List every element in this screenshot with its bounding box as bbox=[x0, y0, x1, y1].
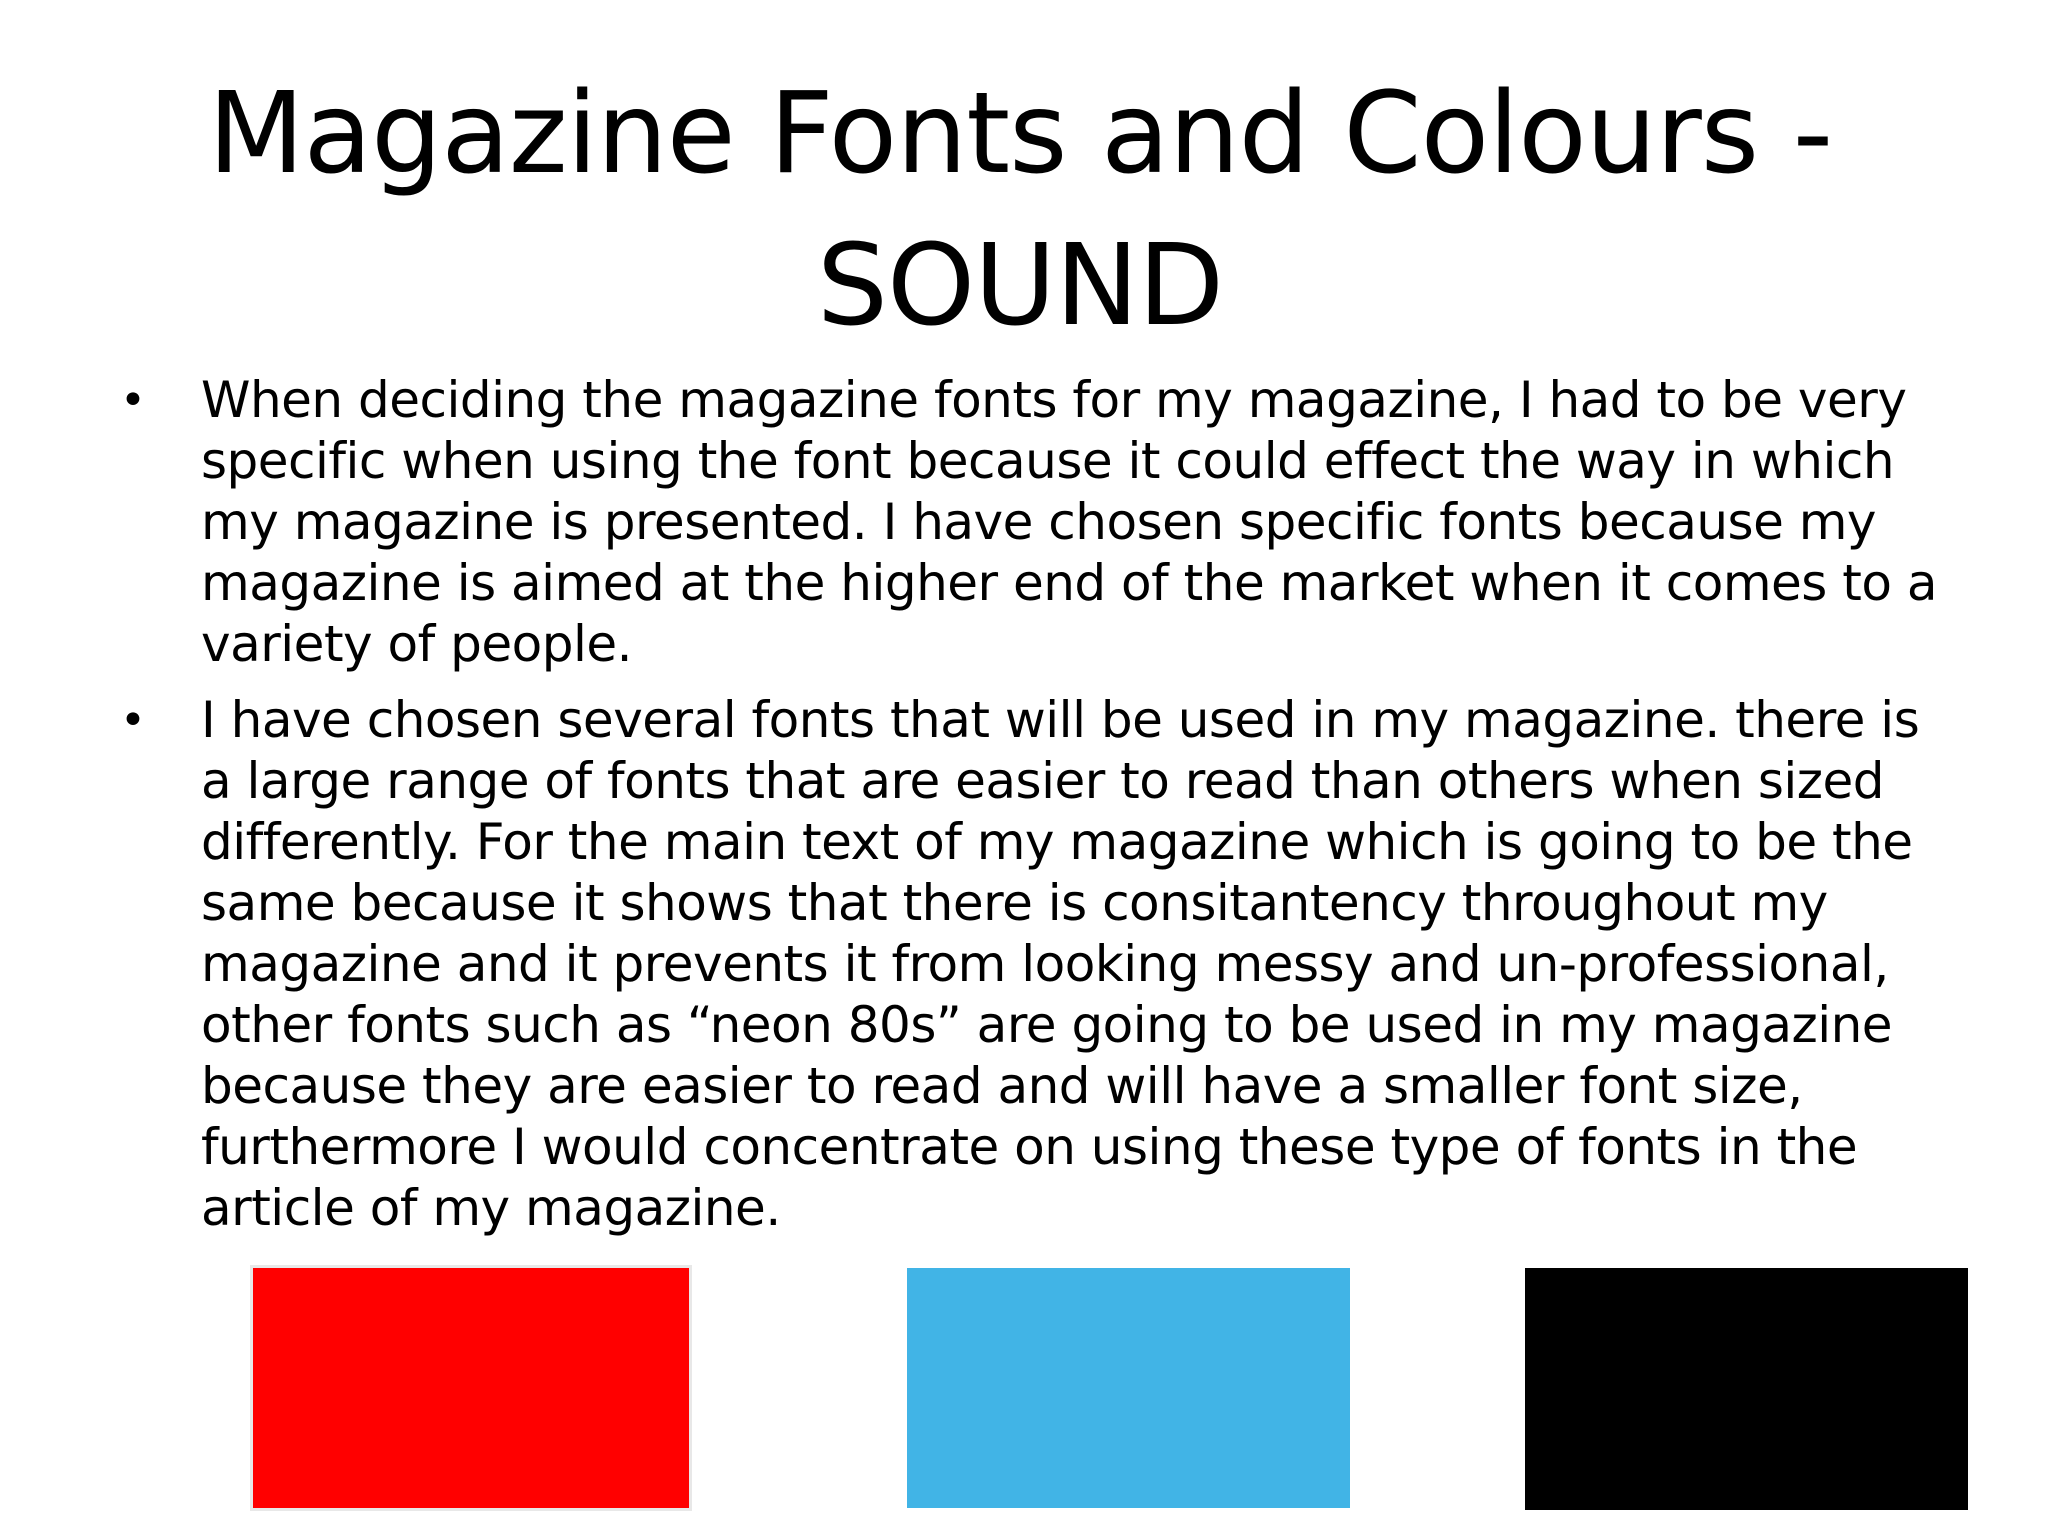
bullet-list bbox=[120, 370, 1950, 1254]
bullet-marker: • bbox=[120, 695, 146, 746]
colour-swatch-blue bbox=[907, 1268, 1350, 1508]
slide-title bbox=[180, 58, 1860, 362]
bullet-text: I have chosen several fonts that will be used in my magazine. there is a large range of fonts that are easier to read than others when sized differently. For the main text of my magazine which is going to be the same because it shows that there is consitantency throughout my magazine and it prevents it from looking messy and un-professional, other fonts such as “neon 80s” are going to be used in my magazine because they are easier to read and will have a smaller font size, furthermore I would concentrate on using these type of fonts in the article of my magazine. bbox=[201, 691, 1920, 1237]
bullet-marker: • bbox=[120, 375, 146, 426]
slide-title-line-1: Magazine Fonts and Colours - bbox=[207, 69, 1833, 199]
colour-swatch-black bbox=[1525, 1268, 1968, 1510]
slide-title-line-2: SOUND bbox=[816, 221, 1224, 351]
bullet-item bbox=[120, 370, 1950, 675]
bullet-text: When deciding the magazine fonts for my magazine, I had to be very specific when using the font because it could effect the way in which my magazine is presented. I have chosen specific fonts because my magazine is aimed at the higher end of the market when it comes to a variety of people. bbox=[201, 371, 1937, 673]
bullet-item bbox=[120, 690, 1950, 1239]
colour-swatch-red bbox=[253, 1268, 689, 1508]
